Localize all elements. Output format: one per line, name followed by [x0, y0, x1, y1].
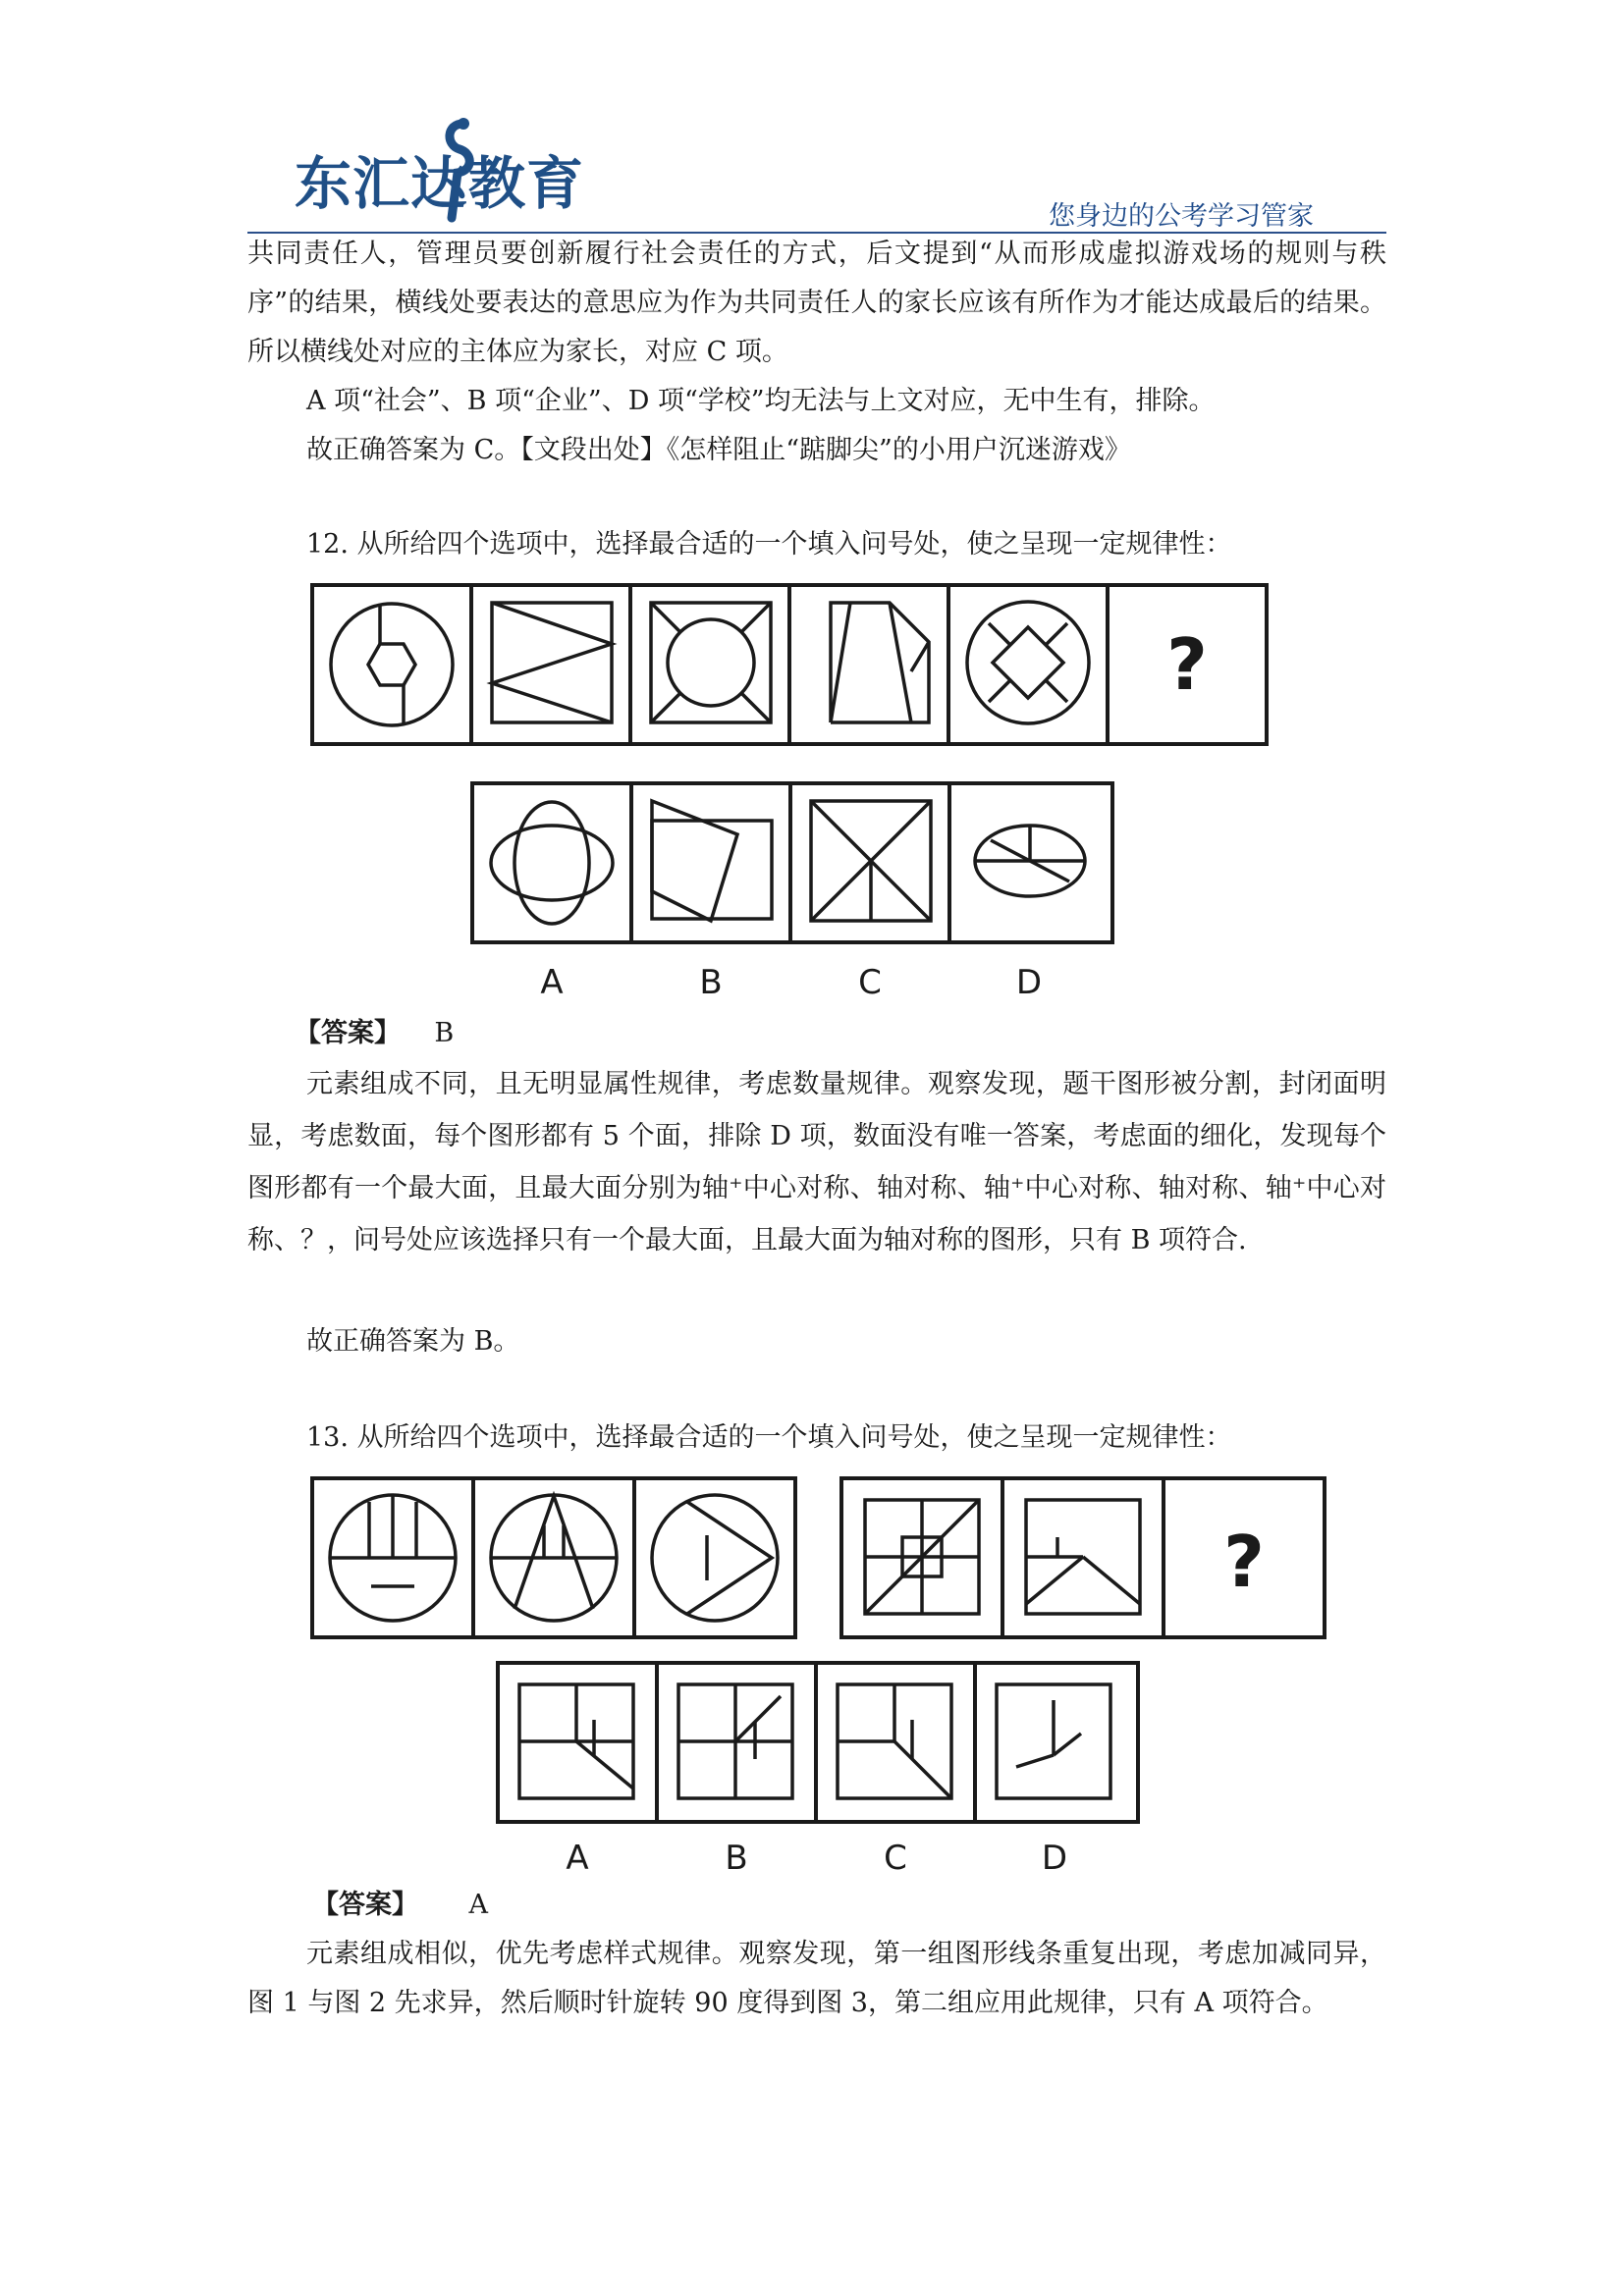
q12-option-c-label[interactable]: C [858, 963, 882, 1002]
q11-exclusion: A 项“社会”、B 项“企业”、D 项“学校”均无法与上文对应，无中生有，排除。 [306, 386, 1216, 416]
q12-option-figure-row [470, 781, 1118, 946]
q12-figure-3 [651, 603, 771, 722]
q12-conclusion: 故正确答案为 B。 [306, 1326, 520, 1357]
q13-group1-figure-row [310, 1476, 801, 1641]
q11-explanation: 共同责任人，管理员要创新履行社会责任的方式，后文提到“从而形成虚拟游戏场的规则与秩序”的结果，横线处要表达的意思应为作为共同责任人的家长应该有所作为才能达成最后的结果。所以横线处对应的主体应为家长，对应 C 项。 [247, 239, 1386, 367]
q12-option-a-figure[interactable] [491, 802, 613, 924]
q12-figure-2 [492, 603, 612, 722]
q13-answer [312, 1881, 488, 1930]
q12-option-b-label[interactable]: B [699, 963, 723, 1002]
q13-option-figure-row [496, 1661, 1144, 1826]
q13-group1-figure-2 [491, 1495, 617, 1621]
q13-option-b-label[interactable]: B [725, 1839, 748, 1878]
q12-question-mark: ? [1166, 623, 1208, 706]
q13-option-c-label[interactable]: C [884, 1839, 907, 1878]
q13-option-d-figure[interactable] [997, 1684, 1110, 1798]
q13-analysis: 元素组成相似，优先考虑样式规律。观察发现，第一组图形线条重复出现，考虑加减同异，图 1 与图 2 先求异，然后顺时针旋转 90 度得到图 3，第二组应用此规律，只有 A 项符合。 [247, 1939, 1386, 2018]
q13-question-mark: ? [1223, 1521, 1265, 1603]
q12-option-d-figure[interactable] [975, 826, 1085, 896]
q12-option-d-label[interactable]: D [1015, 963, 1043, 1002]
q12-option-a-label[interactable]: A [540, 963, 564, 1002]
logo-text: 东汇达教育 [295, 150, 585, 217]
q12-option-b-figure[interactable] [652, 801, 772, 921]
q13-group1-figure-3 [652, 1495, 778, 1621]
q13-option-c-figure[interactable] [838, 1684, 951, 1798]
q13-group2-figure-row [839, 1476, 1330, 1641]
q11-conclusion: 故正确答案为 C。【文段出处】《怎样阻止“踮脚尖”的小用户沉迷游戏》 [306, 435, 1131, 465]
q13-option-labels [496, 1834, 1144, 1883]
q12-figure-4 [831, 603, 929, 722]
q13-option-b-figure[interactable] [678, 1684, 792, 1798]
q13-option-a-figure[interactable] [519, 1684, 633, 1798]
q13-group2-figure-2 [1026, 1500, 1140, 1614]
q13-answer-value: A [468, 1890, 488, 1920]
q13-option-a-label[interactable]: A [566, 1839, 589, 1878]
q12-figure-5 [967, 602, 1089, 723]
q13-stem: 13. 从所给四个选项中，选择最合适的一个填入问号处，使之呈现一定规律性： [306, 1422, 1232, 1453]
q13-group1-figure-1 [330, 1495, 456, 1621]
q13-answer-label: 【答案】 [312, 1890, 418, 1920]
q13-group2-figure-1 [865, 1500, 979, 1614]
q12-option-c-figure[interactable] [811, 801, 931, 921]
q12-figure-1 [331, 604, 453, 725]
q12-answer [295, 1009, 454, 1058]
q13-option-d-label[interactable]: D [1041, 1839, 1068, 1878]
q12-problem-figure-row [310, 583, 1272, 748]
q12-stem: 12. 从所给四个选项中，选择最合适的一个填入问号处，使之呈现一定规律性： [306, 529, 1232, 560]
q12-answer-value: B [434, 1018, 455, 1048]
header-slogan: 您身边的公考学习管家 [1049, 201, 1314, 232]
q12-analysis: 元素组成不同，且无明显属性规律，考虑数量规律。观察发现，题干图形被分割，封闭面明显，考虑数面，每个图形都有 5 个面，排除 D 项，数面没有唯一答案，考虑面的细化，发现每个图形都有一个最大面，且最大面分别为轴⁺中心对称、轴对称、轴⁺中心对称、轴对称、轴⁺中心对称、？，问号处应该选择只有一个最大面，且最大面为轴对称的图形，只有 B 项符合. [247, 1069, 1386, 1255]
q12-option-labels [470, 958, 1118, 1007]
q12-answer-label: 【答案】 [295, 1018, 401, 1048]
